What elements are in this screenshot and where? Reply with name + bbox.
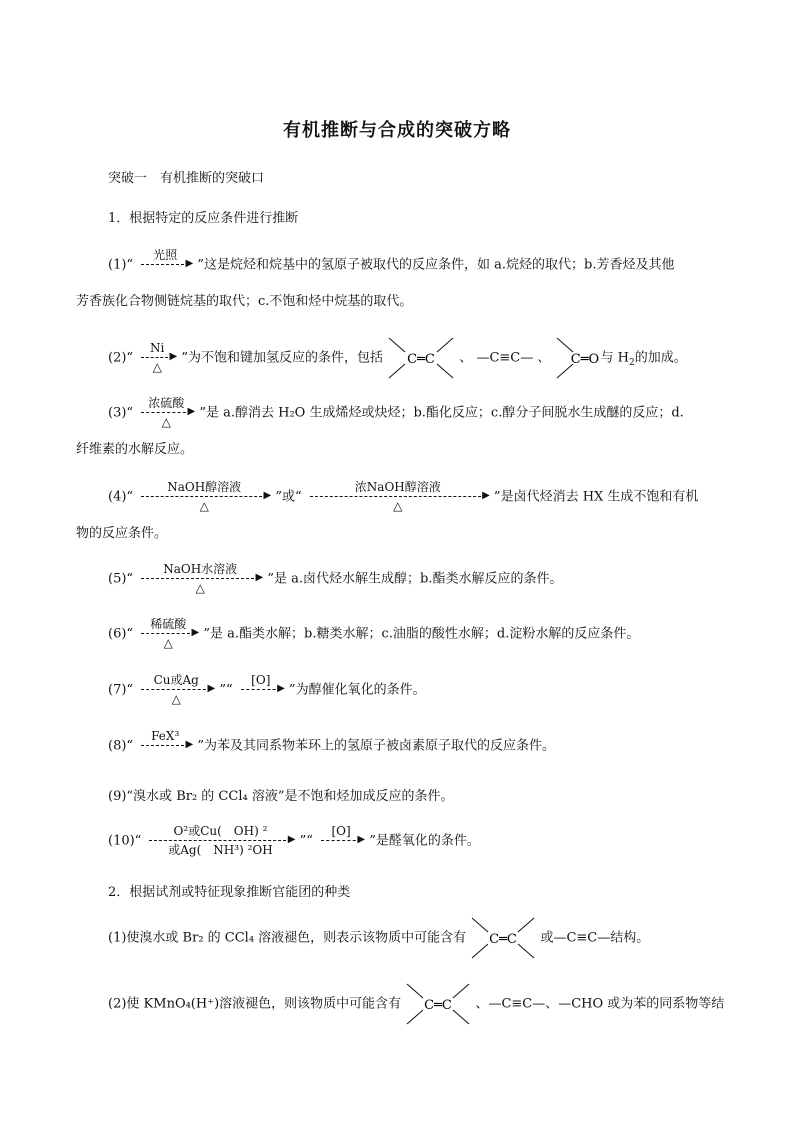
item-2-2-line — [108, 982, 724, 1026]
arrow-condition-top: 光照 — [153, 248, 178, 262]
arrow-head-icon: ▶ — [287, 834, 296, 845]
item-4-number: (4)“ — [108, 489, 134, 505]
arrow-head-icon: ▶ — [357, 834, 366, 845]
item-2-2-text: (2)使 KMnO₄(H⁺)溶液褪色，则该物质中可能含有 — [108, 996, 402, 1012]
arrow-condition-top: Ni — [150, 341, 165, 355]
item-4-line-2: 物的反应条件。 — [76, 526, 168, 541]
reaction-arrow — [306, 480, 490, 514]
item-1-line-2: 芳香族化合物侧链烷基的取代；c.不饱和烃中烷基的取代。 — [76, 294, 413, 309]
carbonyl-structure — [555, 336, 601, 380]
item-8-text: ”为苯及其同系物苯环上的氢原子被卤素原子取代的反应条件。 — [197, 738, 555, 754]
cc-bond-label: C═C — [489, 932, 518, 947]
item-2-text-3: 的加成。 — [634, 350, 687, 366]
reaction-arrow — [237, 673, 285, 707]
item-8-line — [108, 729, 555, 763]
arrow-head-icon: ▶ — [263, 490, 272, 501]
arrow-condition-bottom: 或Ag( NH³) ²OH — [168, 843, 273, 857]
arrow-head-icon: ▶ — [187, 406, 196, 417]
item-7-mid: ”“ — [219, 682, 233, 698]
subscript: 2 — [629, 358, 635, 369]
arrow-head-icon: ▶ — [482, 490, 490, 501]
arrow-shaft — [141, 745, 189, 746]
item-2-2-text-2: 、—C≡C—、—CHO 或为苯的同系物等结 — [475, 996, 725, 1012]
item-1-line-1 — [108, 248, 674, 282]
arrow-head-icon: ▶ — [169, 351, 178, 362]
separator: 、 — [459, 350, 473, 366]
arrow-shaft — [321, 840, 361, 841]
arrow-condition-top: [O] — [251, 673, 271, 687]
reaction-arrow — [137, 248, 193, 282]
arrow-shaft — [241, 689, 281, 690]
arrow-condition-bottom: △ — [152, 360, 162, 374]
arrow-shaft — [149, 840, 291, 841]
item-3-number: (3)“ — [108, 405, 134, 421]
item-2-1-text-2: 或—C≡C—结构。 — [540, 930, 650, 946]
arrow-condition-bottom: △ — [163, 636, 173, 650]
arrow-head-icon: ▶ — [255, 572, 264, 583]
subsection-heading-1: 1．根据特定的反应条件进行推断 — [108, 211, 299, 226]
item-2-1-text: (1)使溴水或 Br₂ 的 CCl₄ 溶液褪色，则表示该物质中可能含有 — [108, 930, 467, 946]
co-bond-label: C═O — [570, 352, 599, 367]
item-2-1-line — [108, 916, 649, 960]
page-title: 有机推断与合成的突破方略 — [283, 120, 511, 141]
reaction-arrow — [137, 562, 263, 596]
item-5-line — [108, 562, 562, 596]
item-3-line-1 — [108, 396, 684, 430]
triple-bond-structure: —C≡C— — [476, 350, 534, 366]
item-7-text: ”为醇催化氧化的条件。 — [288, 682, 426, 698]
item-4-line-1 — [108, 480, 698, 514]
reaction-arrow — [137, 341, 177, 375]
subsection-heading-2: 2．根据试剂或特征现象推断官能团的种类 — [108, 885, 351, 900]
arrow-shaft — [141, 578, 259, 579]
reaction-arrow — [137, 729, 193, 763]
reaction-arrow — [137, 480, 271, 514]
cc-bond-label: C═C — [407, 352, 436, 367]
arrow-condition-bottom: △ — [171, 692, 181, 706]
item-2-line — [108, 336, 687, 380]
item-1-text: ”这是烷烃和烷基中的氢原子被取代的反应条件，如 a.烷烃的取代；b.芳香烃及其他 — [197, 257, 675, 273]
item-4-mid: ”或“ — [275, 489, 302, 505]
item-2-text: ”为不饱和键加氢反应的条件，包括 — [181, 350, 383, 366]
arrow-condition-top: NaOH醇溶液 — [167, 480, 242, 494]
item-8-number: (8)“ — [108, 738, 134, 754]
arrow-head-icon: ▶ — [277, 683, 285, 694]
arrow-head-icon: ▶ — [185, 739, 194, 750]
reaction-arrow — [137, 673, 215, 707]
item-1-number: (1)“ — [108, 257, 134, 273]
item-7-number: (7)“ — [108, 682, 134, 698]
arrow-shaft — [141, 264, 189, 265]
item-7-line — [108, 673, 426, 707]
arrow-condition-bottom: △ — [393, 499, 403, 513]
arrow-condition-top: NaOH水溶液 — [163, 562, 238, 576]
reaction-arrow — [137, 617, 199, 651]
item-2-text-2: 与 H — [600, 350, 630, 366]
item-5-number: (5)“ — [108, 571, 134, 587]
arrow-shaft — [141, 689, 211, 690]
cc-double-bond-structure — [387, 336, 455, 380]
arrow-condition-top: Cu或Ag — [153, 673, 199, 687]
separator: 、 — [537, 350, 551, 366]
item-9-line: (9)“溴水或 Br₂ 的 CCl₄ 溶液”是不饱和烃加成反应的条件。 — [108, 789, 454, 804]
arrow-condition-bottom: △ — [199, 499, 209, 513]
reaction-arrow — [145, 824, 295, 858]
item-10-number: (10)“ — [108, 833, 142, 849]
item-3-text: ”是 a.醇消去 H₂O 生成烯烃或炔烃；b.酯化反应；c.醇分子间脱水生成醚的反应；d. — [199, 405, 684, 421]
reaction-arrow — [137, 396, 195, 430]
arrow-condition-bottom: △ — [195, 581, 205, 595]
arrow-condition-top: O²或Cu( OH) ² — [173, 824, 268, 838]
arrow-condition-top: 浓硫酸 — [148, 396, 185, 410]
item-6-line — [108, 617, 639, 651]
item-10-line — [108, 824, 480, 858]
reaction-arrow — [317, 824, 365, 858]
arrow-shaft — [141, 633, 195, 634]
arrow-shaft — [141, 496, 267, 497]
arrow-shaft — [141, 412, 191, 413]
item-6-text: ”是 a.酯类水解；b.糖类水解；c.油脂的酸性水解；d.淀粉水解的反应条件。 — [203, 626, 640, 642]
arrow-condition-bottom: △ — [161, 415, 171, 429]
item-3-line-2: 纤维素的水解反应。 — [76, 442, 194, 457]
arrow-head-icon: ▶ — [185, 258, 194, 269]
item-6-number: (6)“ — [108, 626, 134, 642]
item-5-text: ”是 a.卤代烃水解生成醇；b.酯类水解反应的条件。 — [267, 571, 563, 587]
arrow-condition-top: 稀硫酸 — [150, 617, 187, 631]
arrow-condition-top: 浓NaOH醇溶液 — [354, 480, 441, 494]
cc-double-bond-structure — [470, 916, 536, 960]
cc-bond-label: C═C — [424, 998, 453, 1013]
arrow-shaft — [310, 496, 486, 497]
arrow-condition-top: [O] — [331, 824, 351, 838]
arrow-head-icon: ▶ — [191, 627, 200, 638]
arrow-condition-top: FeX³ — [151, 729, 180, 743]
item-10-mid: ”“ — [299, 833, 313, 849]
section-heading: 突破一 有机推断的突破口 — [108, 171, 265, 186]
cc-double-bond-structure — [405, 982, 471, 1026]
item-4-text: ”是卤代烃消去 HX 生成不饱和有机 — [493, 489, 699, 505]
arrow-head-icon: ▶ — [207, 683, 216, 694]
item-10-text: ”是醛氧化的条件。 — [369, 833, 480, 849]
arrow-shaft — [141, 357, 173, 358]
item-2-number: (2)“ — [108, 350, 134, 366]
